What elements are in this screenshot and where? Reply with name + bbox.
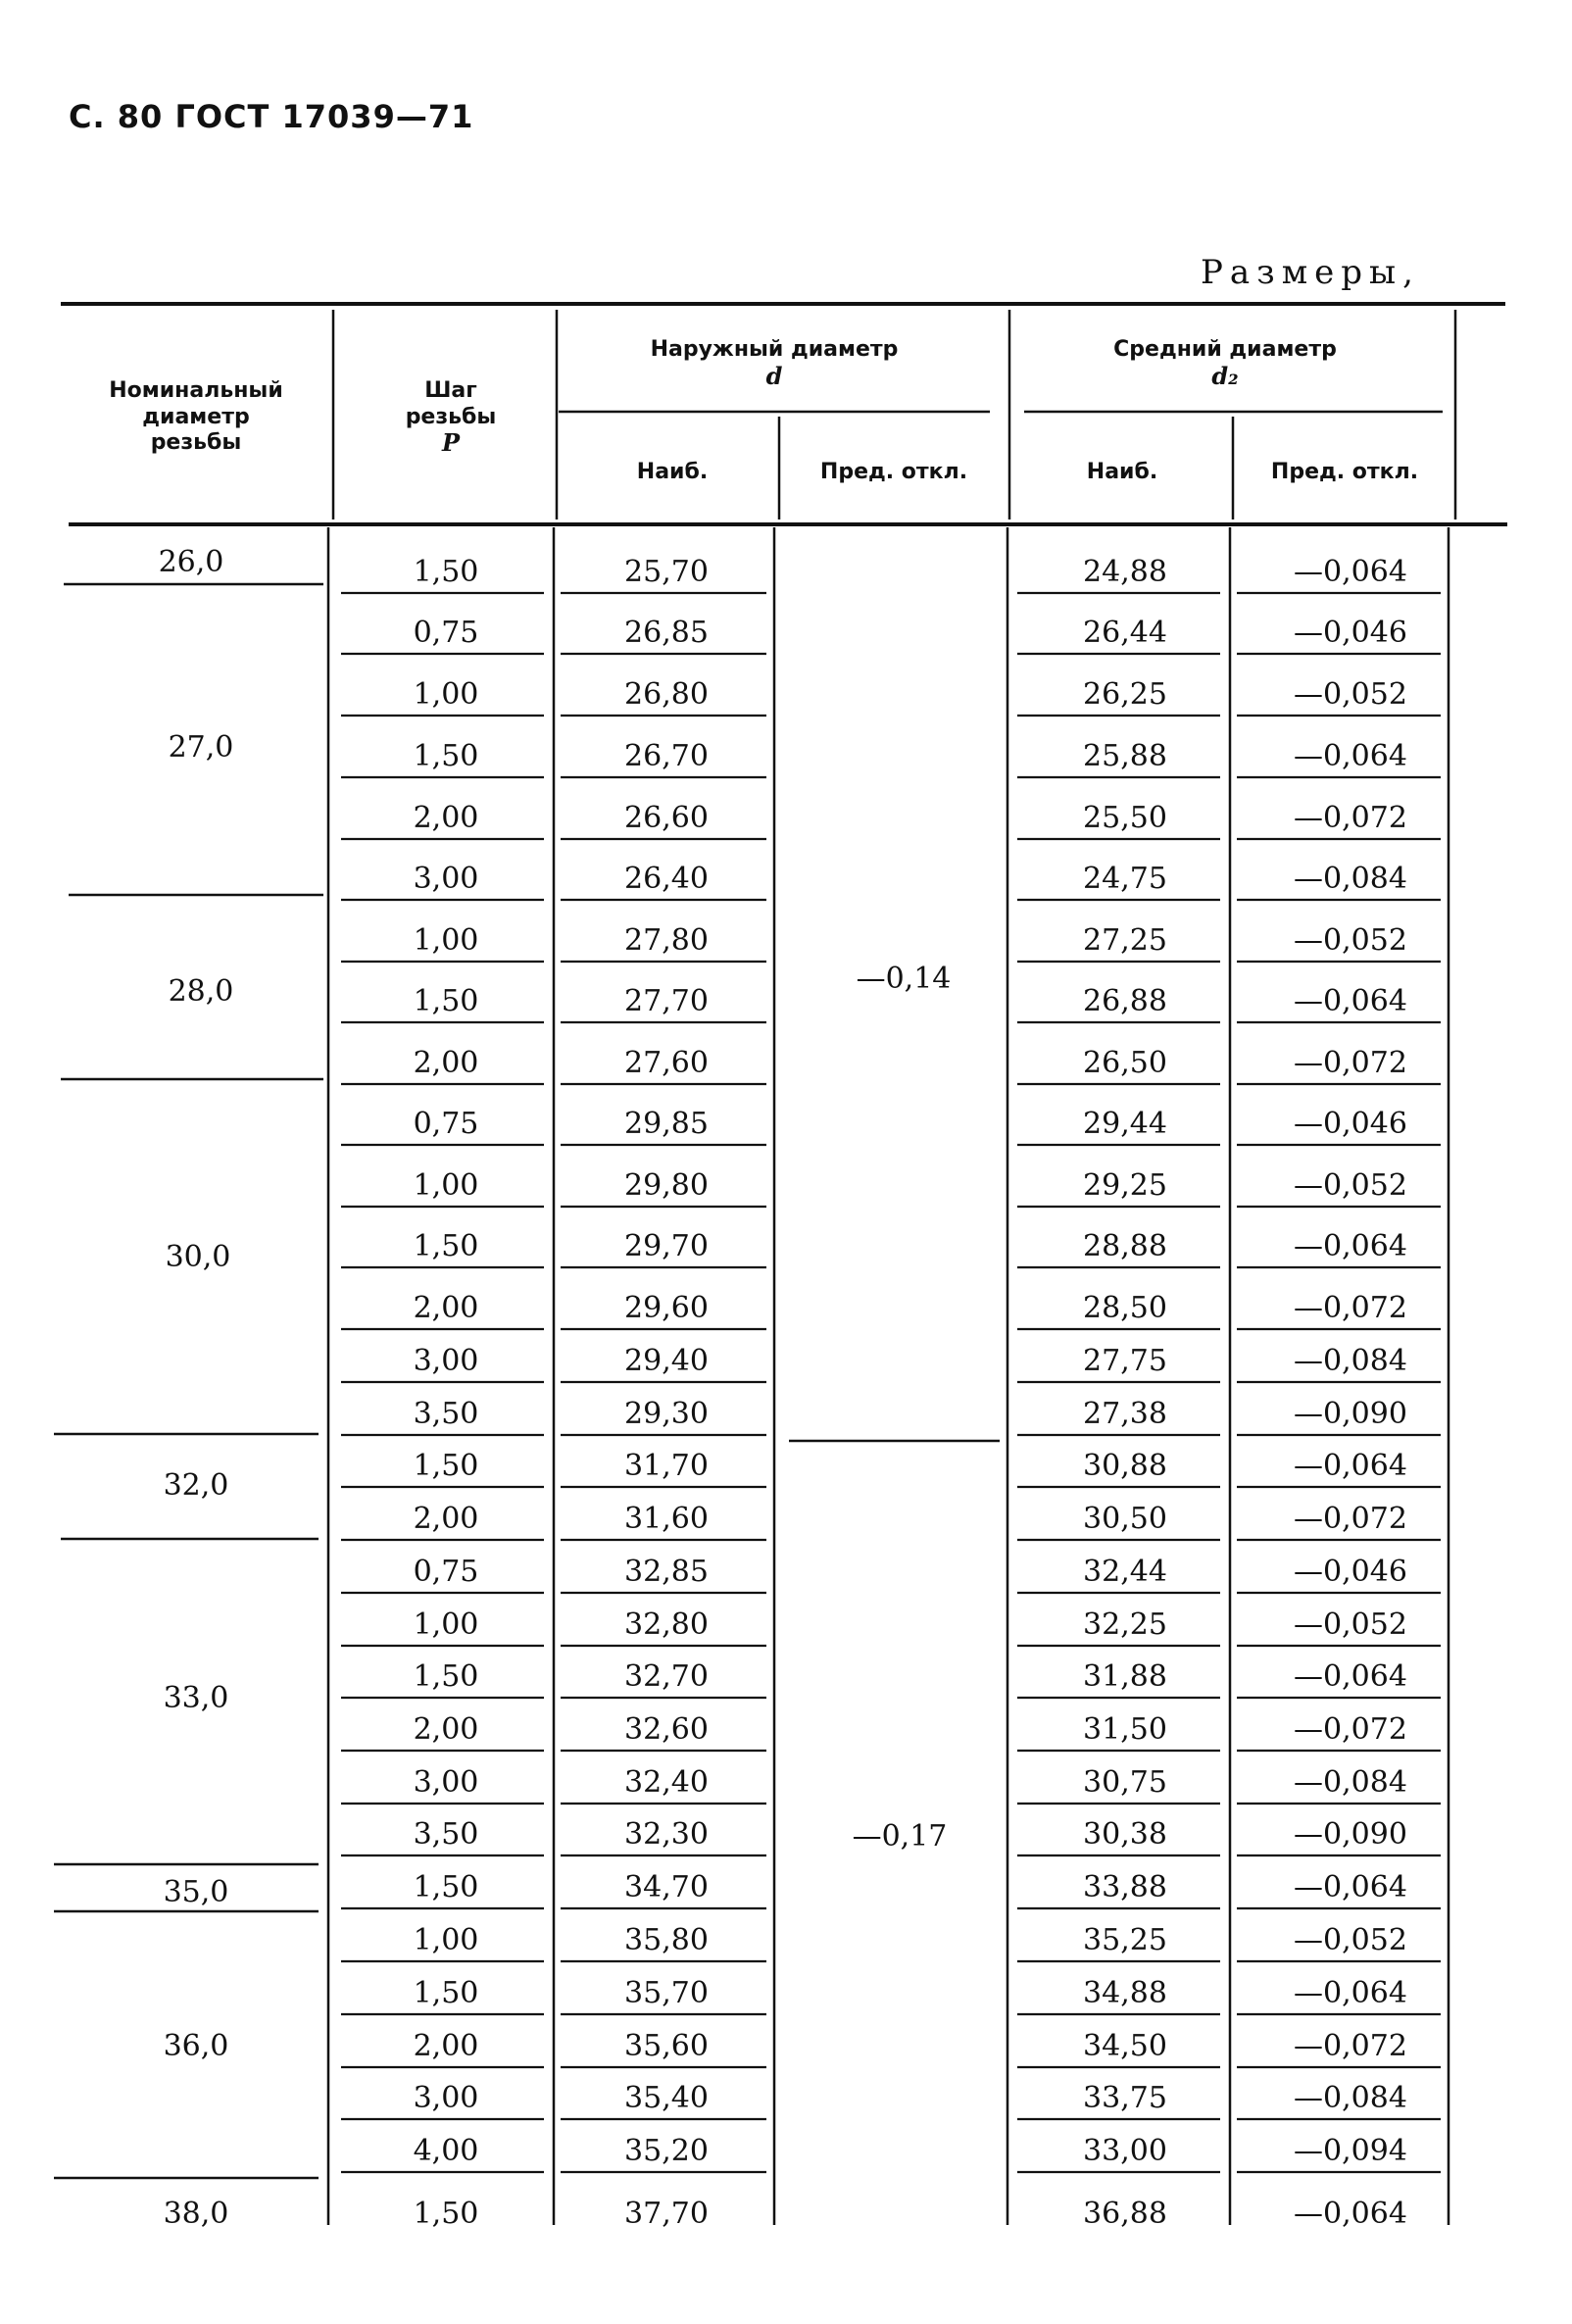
pitch-cell: 0,75: [413, 616, 479, 650]
pitch-cell: 1,00: [413, 1168, 479, 1203]
d2-dev-cell: —0,046: [1294, 1107, 1407, 1141]
d2-dev-cell: —0,064: [1294, 1976, 1407, 2010]
nominal-cell: 27,0: [168, 730, 234, 765]
d2-max-cell: 30,88: [1083, 1449, 1167, 1483]
d2-max-cell: 36,88: [1083, 2197, 1167, 2231]
d2-max-cell: 33,75: [1083, 2081, 1167, 2115]
header-mid-max: Наиб.: [1086, 460, 1158, 484]
pitch-cell: 1,50: [413, 555, 479, 589]
d2-dev-cell: —0,072: [1294, 1046, 1407, 1080]
d-max-cell: 26,85: [624, 616, 709, 650]
header-nominal-2: диаметр: [142, 405, 250, 429]
d2-max-cell: 31,50: [1083, 1712, 1167, 1747]
pitch-cell: 3,50: [413, 1397, 479, 1431]
pitch-cell: 1,50: [413, 1229, 479, 1263]
pitch-cell: 1,50: [413, 1449, 479, 1483]
d-max-cell: 35,60: [624, 2029, 709, 2063]
d2-dev-cell: —0,064: [1294, 1870, 1407, 1904]
header-nominal-1: Номинальный: [109, 378, 283, 403]
d2-max-cell: 34,88: [1083, 1976, 1167, 2010]
d-max-cell: 37,70: [624, 2197, 709, 2231]
nominal-cell: 32,0: [163, 1468, 229, 1503]
d2-max-cell: 26,88: [1083, 984, 1167, 1018]
pitch-cell: 2,00: [413, 1291, 479, 1325]
header-pitch-2: резьбы: [405, 405, 497, 429]
nominal-cell: 28,0: [168, 974, 234, 1009]
d2-max-cell: 26,50: [1083, 1046, 1167, 1080]
d2-dev-cell: —0,084: [1294, 1344, 1407, 1378]
d-max-cell: 26,70: [624, 739, 709, 773]
pitch-cell: 1,50: [413, 1659, 479, 1694]
d-max-cell: 29,40: [624, 1344, 709, 1378]
pitch-cell: 0,75: [413, 1107, 479, 1141]
d-max-cell: 29,60: [624, 1291, 709, 1325]
units-caption: Размеры,: [1201, 253, 1420, 292]
pitch-cell: 1,00: [413, 1923, 479, 1957]
d-max-cell: 26,80: [624, 677, 709, 712]
d2-max-cell: 33,00: [1083, 2134, 1167, 2168]
d-max-cell: 32,85: [624, 1555, 709, 1589]
d2-max-cell: 24,75: [1083, 862, 1167, 896]
d2-max-cell: 29,25: [1083, 1168, 1167, 1203]
d2-max-cell: 27,75: [1083, 1344, 1167, 1378]
d2-dev-cell: —0,064: [1294, 1449, 1407, 1483]
header-outer-max: Наиб.: [636, 460, 709, 484]
d2-max-cell: 24,88: [1083, 555, 1167, 589]
pitch-cell: 1,00: [413, 677, 479, 712]
nominal-cell: 38,0: [163, 2197, 229, 2231]
d2-dev-cell: —0,084: [1294, 862, 1407, 896]
pitch-cell: 2,00: [413, 2029, 479, 2063]
d-max-cell: 32,30: [624, 1817, 709, 1852]
header-pitch-symbol: P: [441, 428, 461, 457]
d2-dev-cell: —0,046: [1294, 1555, 1407, 1589]
d-max-cell: 34,70: [624, 1870, 709, 1904]
d2-dev-cell: —0,072: [1294, 2029, 1407, 2063]
d-max-cell: 35,70: [624, 1976, 709, 2010]
pitch-cell: 1,00: [413, 923, 479, 958]
d2-max-cell: 25,88: [1083, 739, 1167, 773]
d-max-cell: 29,30: [624, 1397, 709, 1431]
pitch-cell: 4,00: [413, 2134, 479, 2168]
d-max-cell: 32,70: [624, 1659, 709, 1694]
d2-max-cell: 30,50: [1083, 1502, 1167, 1536]
d-max-cell: 29,70: [624, 1229, 709, 1263]
d2-dev-cell: —0,084: [1294, 1765, 1407, 1800]
pitch-cell: 3,00: [413, 2081, 479, 2115]
d-max-cell: 35,80: [624, 1923, 709, 1957]
d2-dev-cell: —0,052: [1294, 1923, 1407, 1957]
nominal-cell: 35,0: [163, 1875, 229, 1909]
d2-dev-cell: —0,064: [1294, 739, 1407, 773]
d2-max-cell: 26,44: [1083, 616, 1167, 650]
outer-dev-value: —0,17: [852, 1819, 948, 1854]
header-mid-symbol: d₂: [1211, 362, 1239, 390]
pitch-cell: 2,00: [413, 1046, 479, 1080]
d2-dev-cell: —0,052: [1294, 1607, 1407, 1642]
d2-dev-cell: —0,072: [1294, 1712, 1407, 1747]
d-max-cell: 27,70: [624, 984, 709, 1018]
d2-max-cell: 31,88: [1083, 1659, 1167, 1694]
d2-dev-cell: —0,064: [1294, 984, 1407, 1018]
pitch-cell: 3,00: [413, 1344, 479, 1378]
d2-dev-cell: —0,090: [1294, 1817, 1407, 1852]
d2-max-cell: 35,25: [1083, 1923, 1167, 1957]
pitch-cell: 2,00: [413, 801, 479, 835]
pitch-cell: 1,50: [413, 739, 479, 773]
d2-dev-cell: —0,064: [1294, 1659, 1407, 1694]
d-max-cell: 35,20: [624, 2134, 709, 2168]
pitch-cell: 3,00: [413, 1765, 479, 1800]
d-max-cell: 29,85: [624, 1107, 709, 1141]
d2-dev-cell: —0,046: [1294, 616, 1407, 650]
d2-max-cell: 27,25: [1083, 923, 1167, 958]
table-body: [341, 555, 1441, 2231]
d-max-cell: 32,60: [624, 1712, 709, 1747]
pitch-cell: 3,50: [413, 1817, 479, 1852]
d-max-cell: 31,70: [624, 1449, 709, 1483]
header-outer-symbol: d: [765, 362, 783, 390]
d-max-cell: 26,40: [624, 862, 709, 896]
d2-dev-cell: —0,064: [1294, 2197, 1407, 2231]
nominal-cell: 30,0: [165, 1240, 231, 1274]
outer-dev-value: —0,14: [856, 962, 952, 996]
d2-max-cell: 25,50: [1083, 801, 1167, 835]
d-max-cell: 32,40: [624, 1765, 709, 1800]
d2-max-cell: 28,88: [1083, 1229, 1167, 1263]
d2-dev-cell: —0,090: [1294, 1397, 1407, 1431]
pitch-cell: 3,00: [413, 862, 479, 896]
d2-max-cell: 26,25: [1083, 677, 1167, 712]
nominal-cell: 26,0: [158, 545, 224, 579]
pitch-cell: 1,50: [413, 1976, 479, 2010]
header-mid-dev: Пред. откл.: [1270, 460, 1419, 484]
d-max-cell: 26,60: [624, 801, 709, 835]
d2-max-cell: 32,44: [1083, 1555, 1167, 1589]
d2-max-cell: 32,25: [1083, 1607, 1167, 1642]
d2-dev-cell: —0,052: [1294, 1168, 1407, 1203]
pitch-cell: 2,00: [413, 1502, 479, 1536]
d-max-cell: 31,60: [624, 1502, 709, 1536]
d2-max-cell: 29,44: [1083, 1107, 1167, 1141]
d2-dev-cell: —0,072: [1294, 1502, 1407, 1536]
d2-dev-cell: —0,052: [1294, 923, 1407, 958]
header-outer-diameter: Наружный диаметр: [650, 337, 899, 362]
d-max-cell: 32,80: [624, 1607, 709, 1642]
header-outer-dev: Пред. откл.: [819, 460, 968, 484]
pitch-cell: 1,50: [413, 984, 479, 1018]
nominal-cell: 36,0: [163, 2029, 229, 2063]
d2-dev-cell: —0,052: [1294, 677, 1407, 712]
d2-dev-cell: —0,072: [1294, 1291, 1407, 1325]
d-max-cell: 29,80: [624, 1168, 709, 1203]
d2-max-cell: 30,75: [1083, 1765, 1167, 1800]
d-max-cell: 35,40: [624, 2081, 709, 2115]
d2-dev-cell: —0,084: [1294, 2081, 1407, 2115]
d2-max-cell: 30,38: [1083, 1817, 1167, 1852]
page-header: С. 80 ГОСТ 17039—71: [69, 98, 474, 135]
pitch-cell: 0,75: [413, 1555, 479, 1589]
nominal-cell: 33,0: [163, 1681, 229, 1715]
d-max-cell: 27,80: [624, 923, 709, 958]
header-mid-diameter: Средний диаметр: [1113, 337, 1337, 362]
d2-dev-cell: —0,064: [1294, 1229, 1407, 1263]
pitch-cell: 2,00: [413, 1712, 479, 1747]
header-pitch-1: Шаг: [424, 378, 477, 403]
d2-dev-cell: —0,072: [1294, 801, 1407, 835]
d2-max-cell: 27,38: [1083, 1397, 1167, 1431]
header-nominal-3: резьбы: [150, 430, 242, 455]
pitch-cell: 1,50: [413, 1870, 479, 1904]
d-max-cell: 27,60: [624, 1046, 709, 1080]
d-max-cell: 25,70: [624, 555, 709, 589]
pitch-cell: 1,50: [413, 2197, 479, 2231]
d2-dev-cell: —0,094: [1294, 2134, 1407, 2168]
pitch-cell: 1,00: [413, 1607, 479, 1642]
d2-max-cell: 33,88: [1083, 1870, 1167, 1904]
d2-max-cell: 34,50: [1083, 2029, 1167, 2063]
d2-max-cell: 28,50: [1083, 1291, 1167, 1325]
d2-dev-cell: —0,064: [1294, 555, 1407, 589]
